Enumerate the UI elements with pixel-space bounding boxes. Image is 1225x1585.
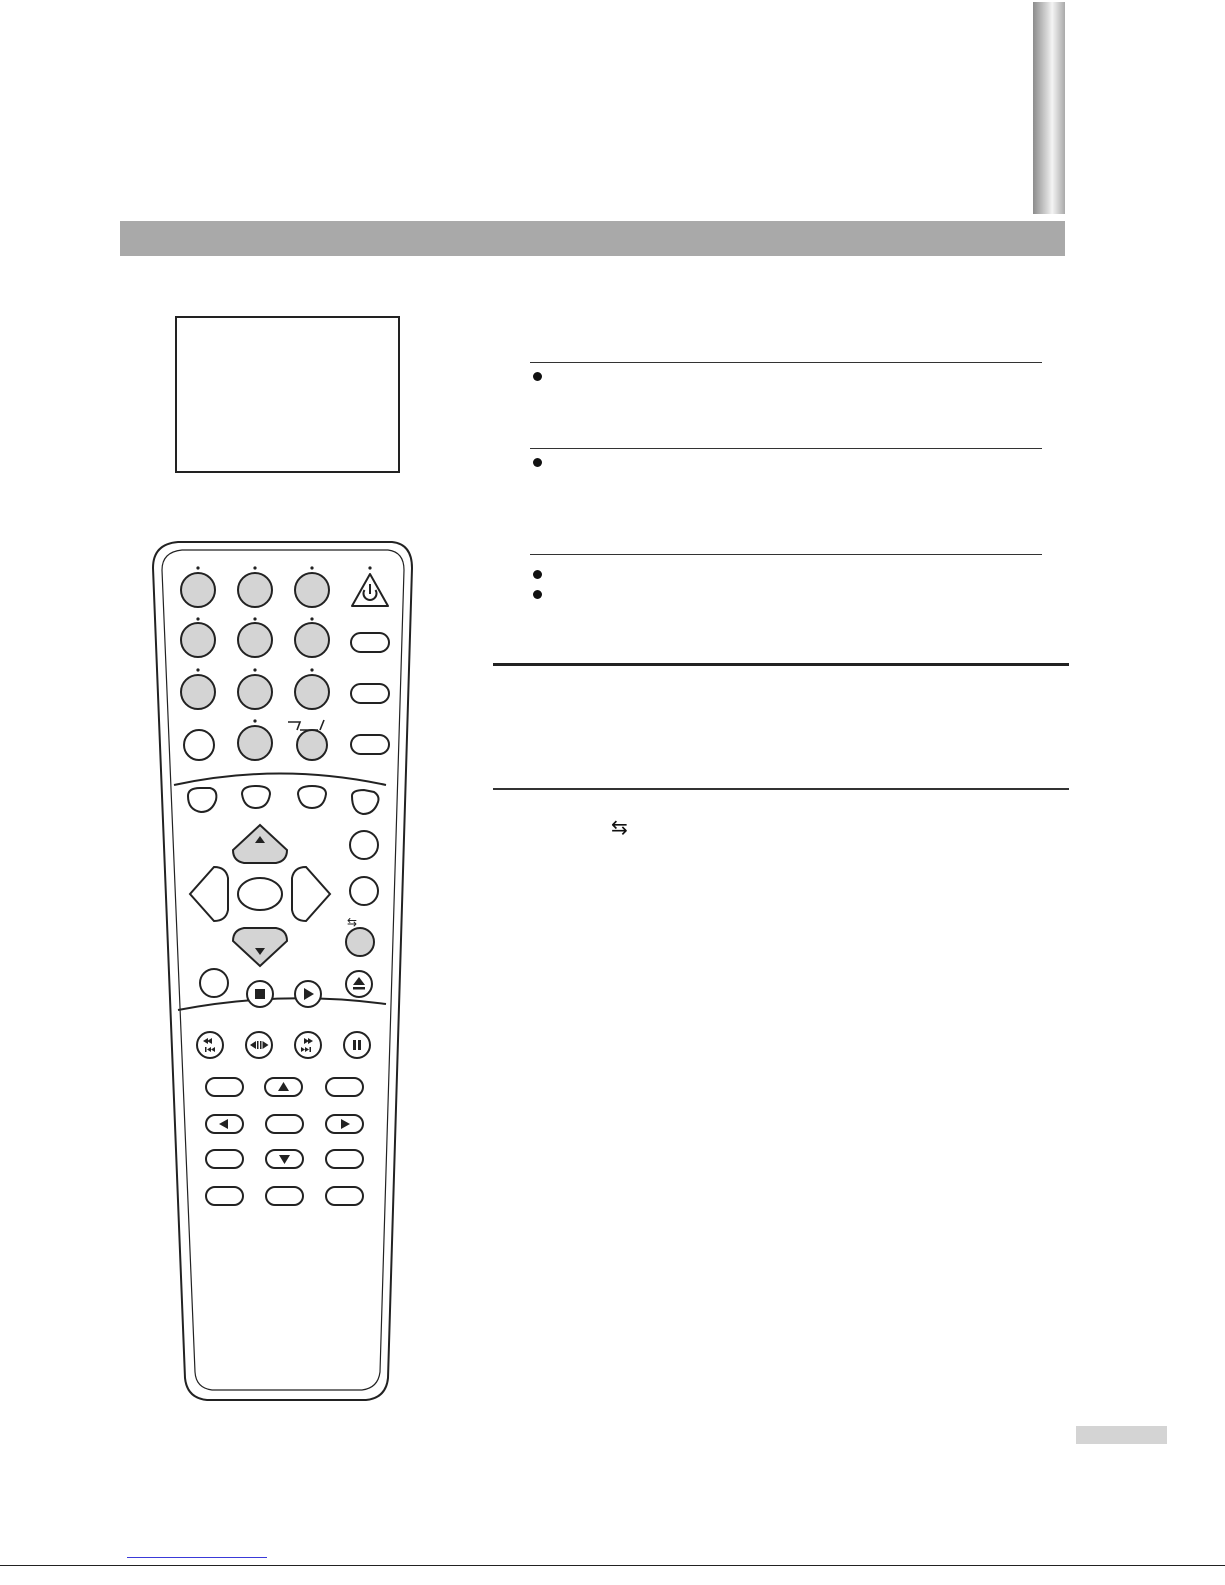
nav-left-button[interactable]: [190, 867, 228, 921]
digit-2-button[interactable]: [238, 573, 272, 607]
label-dot: [253, 617, 256, 620]
pill-button-4-1[interactable]: [206, 1187, 243, 1205]
nav-ok-button[interactable]: [238, 878, 282, 910]
stop-icon: [255, 989, 265, 999]
nav-down-button[interactable]: [233, 928, 287, 966]
digit-0-button[interactable]: [238, 726, 272, 760]
label-dot: [310, 617, 313, 620]
label-dot: [310, 668, 313, 671]
rewind-prev-button[interactable]: [197, 1032, 223, 1058]
side-round-button-2[interactable]: [350, 877, 378, 905]
rule-3: [530, 554, 1042, 555]
section-header-bar: [120, 221, 1065, 256]
power-button[interactable]: [352, 574, 388, 606]
pill-button-3-1[interactable]: [206, 1150, 243, 1168]
label-dot: [196, 617, 199, 620]
nav-up-button[interactable]: [233, 825, 287, 863]
right-oval-button-3[interactable]: [351, 735, 389, 754]
function-button-3[interactable]: [298, 786, 326, 808]
section-rule-bottom: [493, 788, 1069, 790]
forward-next-button[interactable]: [295, 1032, 321, 1058]
right-oval-button-1[interactable]: [351, 633, 389, 652]
pill-button-4-3[interactable]: [326, 1187, 363, 1205]
digit-1-button[interactable]: [181, 573, 215, 607]
remote-control: [140, 525, 430, 1410]
function-button-4[interactable]: [352, 790, 379, 814]
label-dot: [253, 566, 256, 569]
label-dot: [196, 566, 199, 569]
pill-button-1-3[interactable]: [326, 1078, 363, 1096]
digit-separator-symbol: [288, 720, 324, 730]
right-oval-button-2[interactable]: [351, 684, 389, 703]
digit-separator-button[interactable]: [297, 730, 327, 760]
side-tab-decoration: [1033, 2, 1065, 214]
repeat-button-icon: ⇆: [347, 915, 358, 929]
digit-5-button[interactable]: [238, 623, 272, 657]
rule-2: [530, 448, 1042, 449]
digit-7-button[interactable]: [181, 675, 215, 709]
bullet-2: [533, 458, 542, 467]
pill-button-1-1[interactable]: [206, 1078, 243, 1096]
remote-outer-outline: [153, 542, 412, 1400]
nav-right-button[interactable]: [292, 867, 330, 921]
label-dot: [368, 566, 371, 569]
page-number-box: [1076, 1426, 1167, 1444]
rule-1: [530, 362, 1042, 363]
eject-icon-bar: [353, 987, 365, 990]
digit-6-button[interactable]: [295, 623, 329, 657]
label-dot: [253, 719, 256, 722]
digit-9-button[interactable]: [295, 675, 329, 709]
label-dot: [310, 566, 313, 569]
digit-3-button[interactable]: [295, 573, 329, 607]
digit-4-button[interactable]: [181, 623, 215, 657]
blank-transport-button[interactable]: [200, 969, 228, 997]
pill-button-2-2[interactable]: [266, 1115, 303, 1133]
function-button-1[interactable]: [188, 788, 216, 812]
repeat-icon: ⇆: [611, 815, 628, 839]
footer-link-underline: [127, 1557, 267, 1558]
footer-rule: [0, 1565, 1225, 1566]
pill-button-4-2[interactable]: [266, 1187, 303, 1205]
label-dot: [253, 668, 256, 671]
repeat-button[interactable]: [346, 928, 374, 956]
remote-divider-1: [174, 774, 386, 786]
blank-round-button[interactable]: [184, 730, 214, 760]
pill-button-3-3[interactable]: [326, 1150, 363, 1168]
function-button-2[interactable]: [242, 786, 270, 808]
digit-8-button[interactable]: [238, 675, 272, 709]
pause-button[interactable]: [344, 1032, 370, 1058]
remote-divider-2: [178, 998, 386, 1010]
bullet-4: [533, 590, 542, 599]
section-rule-top: [493, 663, 1069, 666]
bullet-3: [533, 570, 542, 579]
label-dot: [196, 668, 199, 671]
bullet-1: [533, 372, 542, 381]
screen-display-box: [175, 316, 400, 473]
side-round-button-1[interactable]: [350, 831, 378, 859]
